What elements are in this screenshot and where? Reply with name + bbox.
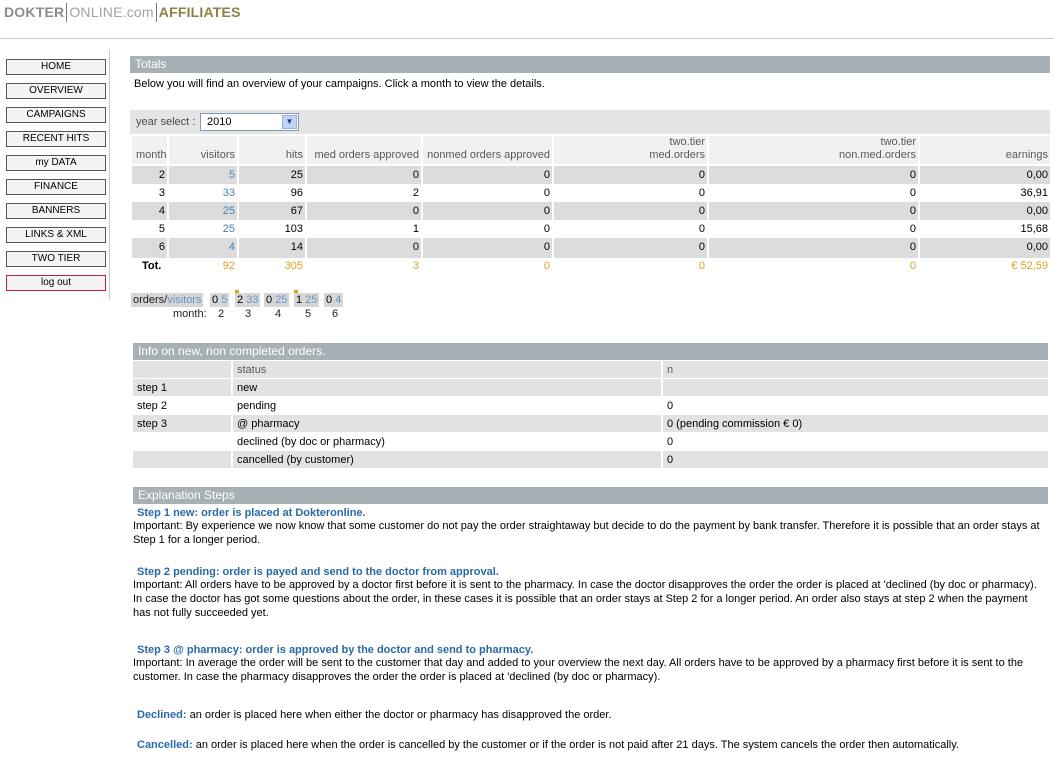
col-twotier-med: two.tier med.orders [554,136,707,166]
col-month: month [132,136,167,166]
nonmed-cell: 0 [423,238,552,256]
hits-cell: 96 [290,187,303,199]
total-med: 3 [307,256,421,274]
info-col-n: n [663,361,1048,378]
totals-title: Totals [130,56,1050,73]
hits-cell: 67 [239,202,305,220]
chart-month: 2 [218,308,225,320]
cancelled-explanation: Cancelled: an order is placed here when the order is cancelled by the customer or if the order is not paid after 21 days. The system cancels the order then automatically. [137,739,959,751]
step3-explanation: Step 3 @ pharmacy: order is approved by the doctor and send to pharmacy. Important: In average the order will be sent to the customer that day and added to your overview the next day. All orders have to be approved by a pharmacy first before it is sent to the customer. In case the pharmacy disapproves the order the order is placed at 'declined (by doc or pharmacy). [133,644,1024,683]
total-label: Tot. [132,256,167,274]
nav-recent-hits-button[interactable]: RECENT HITS [6,131,106,147]
table-row[interactable] [132,238,1050,256]
order-marker [294,290,298,293]
chart-month: 6 [332,308,339,320]
totals-table [130,136,1052,274]
info-table [133,360,1048,469]
nav-overview-button[interactable]: OVERVIEW [6,83,106,99]
site-logo [4,3,241,22]
chart-month: 3 [245,308,252,320]
col-hits: hits [239,136,305,166]
nav-home-button[interactable]: HOME [6,59,106,75]
tt-med-cell: 0 [554,166,707,184]
totals-intro: Below you will find an overview of your campaigns. Click a month to view the details. [134,78,545,90]
med-cell: 1 [412,223,419,235]
table-row: step 3 @ pharmacy 0 (pending commission € 0) [133,415,1048,432]
chevron-down-icon[interactable]: ▼ [282,115,297,129]
step2-explanation: Step 2 pending: order is payed and send to the doctor from approval. Important: All orders have to be approved by a doctor first before it is sent to the pharmacy. In case the doctor disapproves the order the order is placed at 'declined (by doc or pharmacy). In case the doctor has got some questions about the order, in these cases it is possible that an order stays at Step 2 for a longer period. An order also stays at step 2 when the payment has not fully succeeded yet. [133,566,1037,619]
tt-nonmed-cell: 0 [709,202,918,220]
totals-row [132,256,1050,274]
chart-cell[interactable]: 2 33 [237,294,259,306]
total-earnings: € 52,59 [920,256,1050,274]
info-title: Info on new, non completed orders. [133,343,1048,360]
total-tt-med: 0 [554,256,707,274]
nav-campaigns-button[interactable]: CAMPAIGNS [6,107,106,123]
visitors-link[interactable]: 4 [169,238,237,256]
step1-explanation: Step 1 new: order is placed at Dokteronline. Important: By experience we now know that some customer do not pay the order straightaway but decide to do the payment by bank transfer. Therefore it is possible that an order stays at Step 1 for a longer period. [133,507,1040,546]
visitors-link[interactable]: 33 [222,187,235,199]
chart-cell[interactable]: 0 25 [266,294,288,306]
month-link[interactable]: 2 [132,166,167,184]
tt-med-cell: 0 [698,187,705,199]
year-select-value: 2010 [207,116,232,128]
chart-cell[interactable]: 0 5 [212,294,228,306]
main-content [130,56,1050,751]
hits-cell: 25 [239,166,305,184]
order-marker [235,290,239,293]
info-col-status: status [233,361,663,378]
med-cell: 0 [307,238,421,256]
chart-month: 5 [305,308,312,320]
visitors-link[interactable]: 25 [169,202,237,220]
info-section [133,343,1048,469]
nav-links-xml-button[interactable]: LINKS & XML [6,227,106,243]
table-row[interactable] [132,166,1050,184]
col-med-orders: med orders approved [307,136,421,166]
explanation-section [133,487,1048,752]
chart-cell[interactable]: 0 4 [326,294,342,306]
year-select-bar [130,110,1050,134]
total-nonmed: 0 [423,256,552,274]
col-twotier-nonmed: two.tier non.med.orders [709,136,918,166]
col-nonmed-orders: nonmed orders approved [423,136,552,166]
table-row[interactable] [132,220,1050,238]
table-row[interactable] [132,184,1050,202]
logo-affiliates: AFFILIATES [158,4,241,20]
total-visitors: 92 [169,256,237,274]
tt-nonmed-cell: 0 [709,238,918,256]
info-header-row [133,361,1048,378]
tt-med-cell: 0 [554,202,707,220]
nav-two-tier-button[interactable]: TWO TIER [6,251,106,267]
total-hits: 305 [239,256,305,274]
hits-cell: 14 [239,238,305,256]
month-link[interactable]: 3 [158,187,165,199]
col-earnings: earnings [920,136,1050,166]
nonmed-cell: 0 [423,166,552,184]
earnings-cell: 0,00 [920,238,1050,256]
earnings-cell: 0,00 [920,166,1050,184]
month-link[interactable]: 6 [132,238,167,256]
chart-month: 4 [275,308,282,320]
table-row: declined (by doc or pharmacy) 0 [133,433,1048,450]
chart-legend: orders/visitors [133,294,202,306]
header-divider [0,38,1054,39]
tt-nonmed-cell: 0 [709,166,918,184]
month-link[interactable]: 5 [158,223,165,235]
chart-month-label: month: [173,308,207,320]
nav-banners-button[interactable]: BANNERS [6,203,106,219]
chart-cell[interactable]: 1 25 [296,294,318,306]
med-cell: 0 [307,202,421,220]
earnings-cell: 0,00 [920,202,1050,220]
med-cell: 0 [307,166,421,184]
nav-finance-button[interactable]: FINANCE [6,179,106,195]
nonmed-cell: 0 [543,223,550,235]
tt-med-cell: 0 [698,223,705,235]
tt-nonmed-cell: 0 [909,187,916,199]
earnings-cell: 15,68 [1020,223,1048,235]
total-tt-nonmed: 0 [709,256,918,274]
hits-cell: 103 [284,223,303,235]
logo-online: ONLINE.com [69,4,154,20]
tt-nonmed-cell: 0 [909,223,916,235]
table-row: step 2 pending 0 [133,397,1048,414]
med-cell: 2 [412,187,419,199]
year-select-label: year select : [136,116,196,128]
table-row: cancelled (by customer) 0 [133,451,1048,468]
earnings-cell: 36,91 [1020,187,1048,199]
table-row[interactable] [132,202,1050,220]
month-link[interactable]: 4 [132,202,167,220]
declined-explanation: Declined: an order is placed here when either the doctor or pharmacy has disapproved the order. [137,709,612,721]
visitors-link[interactable]: 5 [169,166,237,184]
logout-button[interactable]: log out [6,275,106,291]
sidebar [0,54,110,299]
col-visitors: visitors [169,136,237,166]
tt-med-cell: 0 [554,238,707,256]
table-row: step 1 new [133,379,1048,396]
logo-dokter: DOKTER [4,4,65,20]
visitors-link[interactable]: 25 [222,223,235,235]
nonmed-cell: 0 [543,187,550,199]
explanation-title: Explanation Steps [133,487,1048,504]
nonmed-cell: 0 [423,202,552,220]
year-select[interactable] [200,113,299,131]
nav-my-data-button[interactable]: my DATA [6,155,106,171]
